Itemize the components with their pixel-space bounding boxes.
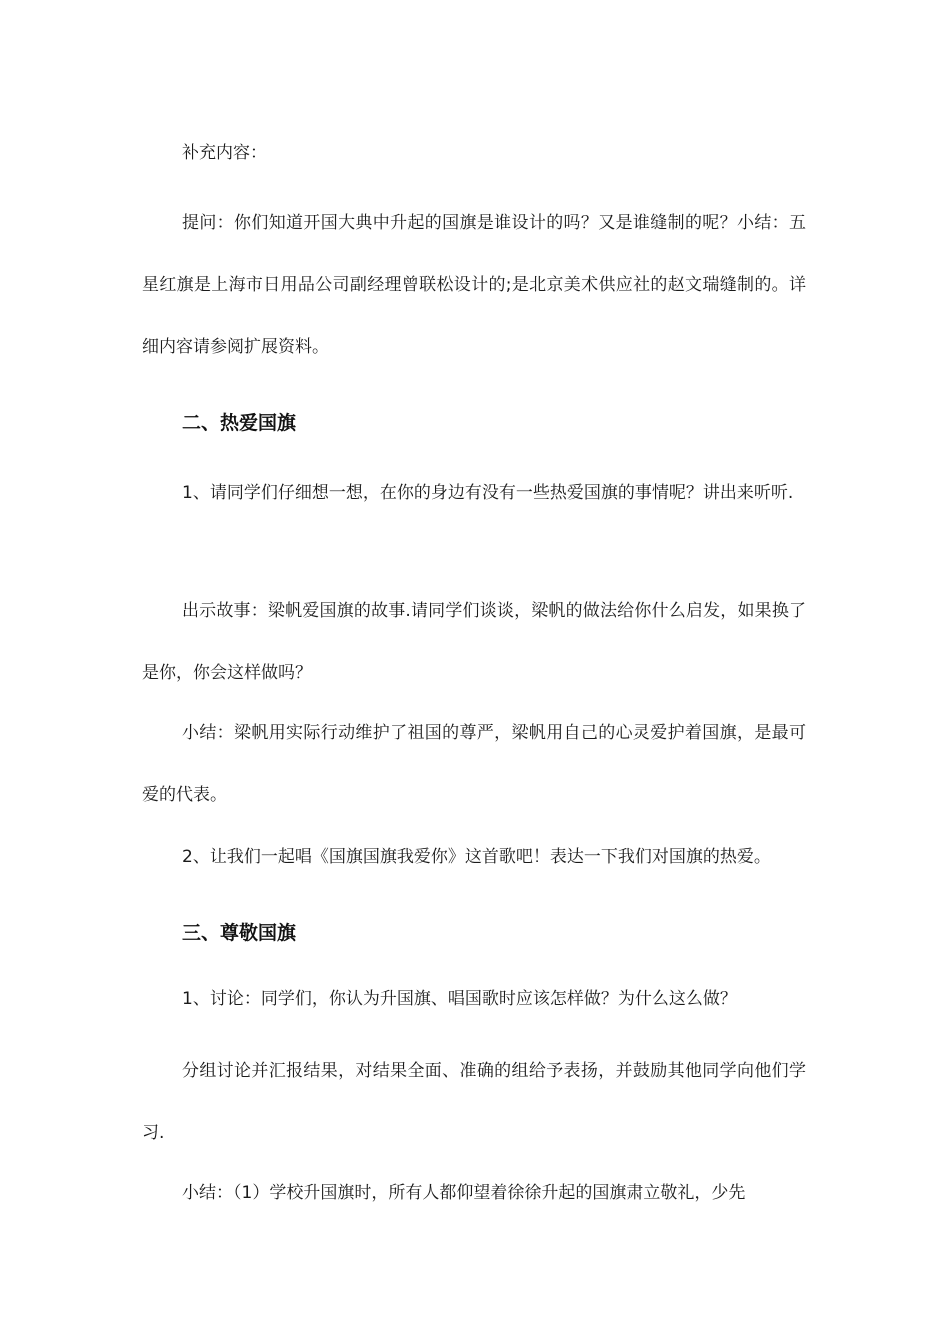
section-2-summary: 小结：梁帆用实际行动维护了祖国的尊严，梁帆用自己的心灵爱护着国旗，是最可爱的代表。 xyxy=(142,723,806,805)
section-3-discussion: 分组讨论并汇报结果，对结果全面、准确的组给予表扬，并鼓励其他同学向他们学习. xyxy=(142,1061,806,1143)
section-2-item-1: 1、请同学们仔细想一想，在你的身边有没有一些热爱国旗的事情呢？讲出来听听. xyxy=(182,483,794,503)
supplement-label: 补充内容： xyxy=(182,143,267,163)
section-2-story: 出示故事：梁帆爱国旗的故事.请同学们谈谈，梁帆的做法给你什么启发，如果换了是你，你会这样做吗？ xyxy=(142,601,806,683)
section-2-heading: 二、热爱国旗 xyxy=(182,412,297,434)
section-3-summary: 小结：（1）学校升国旗时，所有人都仰望着徐徐升起的国旗肃立敬礼，少先 xyxy=(182,1183,746,1203)
section-3-item-1: 1、讨论：同学们，你认为升国旗、唱国歌时应该怎样做？为什么这么做？ xyxy=(182,989,737,1009)
section-2-item-2: 2、让我们一起唱《国旗国旗我爱你》这首歌吧！表达一下我们对国旗的热爱。 xyxy=(182,847,771,867)
supplement-paragraph: 提问：你们知道开国大典中升起的国旗是谁设计的吗？又是谁缝制的呢？小结：五星红旗是上海市日用品公司副经理曾联松设计的;是北京美术供应社的赵文瑞缝制的。详细内容请参阅扩展资料。 xyxy=(142,213,806,357)
section-3-heading: 三、尊敬国旗 xyxy=(182,922,297,944)
